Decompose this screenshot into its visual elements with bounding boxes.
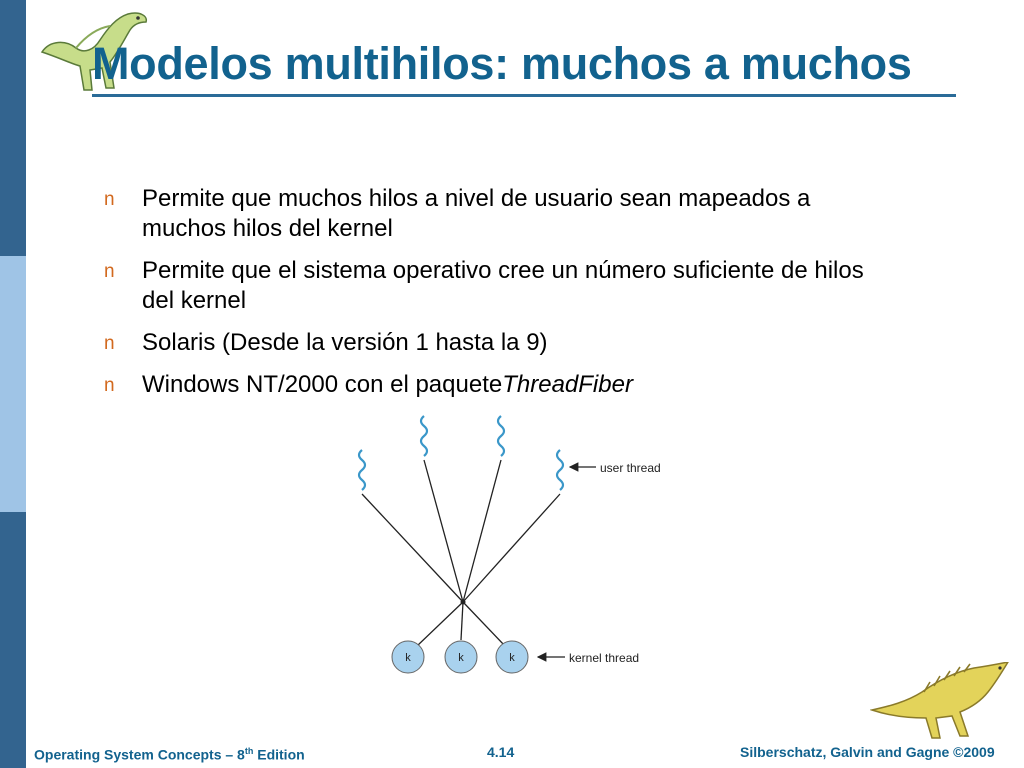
slide-title: Modelos multihilos: muchos a muchos [92, 38, 912, 89]
user-thread-wave-icon [421, 416, 427, 456]
bullet-text: Windows NT/2000 con el paquete [142, 371, 503, 398]
bullet-item [100, 256, 880, 316]
bullet-emphasis: ThreadFiber [502, 371, 633, 398]
user-thread-wave-icon [359, 450, 365, 490]
sidebar-band-top [0, 0, 26, 256]
bullet-list [100, 184, 880, 412]
footer-book-suffix: Edition [253, 746, 305, 763]
footer-page-number: 4.14 [487, 744, 515, 760]
bullet-text: Permite que el sistema operativo cree un número suficiente de hilos del kernel [142, 257, 864, 314]
title-underline [92, 94, 956, 97]
sidebar-band-bottom [0, 512, 26, 768]
bullet-item [100, 370, 880, 400]
user-thread-wave-icon [557, 450, 563, 490]
kernel-node-label: k [405, 652, 411, 664]
user-thread-label: user thread [600, 461, 661, 475]
kernel-thread-label: kernel thread [569, 651, 640, 665]
bullet-text: Permite que muchos hilos a nivel de usuario sean mapeados a muchos hilos del kernel [142, 185, 811, 242]
bullet-item [100, 328, 880, 358]
bullet-text: Solaris (Desde la versión 1 hasta la 9) [142, 329, 548, 356]
dinosaur-logo-icon [870, 662, 1015, 742]
sidebar-band-middle [0, 256, 26, 512]
bullet-marker: n [104, 375, 115, 396]
footer-book-sup: th [244, 746, 254, 756]
mapping-line [461, 602, 463, 640]
many-to-many-diagram [340, 410, 680, 680]
footer-book-prefix: Operating System Concepts – 8 [34, 746, 245, 763]
user-thread-wave-icon [498, 416, 504, 456]
bullet-marker: n [104, 189, 115, 210]
kernel-node-label: k [509, 652, 515, 664]
bullet-marker: n [104, 333, 115, 354]
mapping-line [463, 602, 505, 646]
bullet-marker: n [104, 261, 115, 282]
mapping-line [417, 602, 463, 646]
bullet-item [100, 184, 880, 244]
kernel-node-label: k [458, 652, 464, 664]
footer-copyright: Silberschatz, Galvin and Gagne ©2009 [740, 744, 995, 760]
footer-book-title [34, 746, 305, 763]
